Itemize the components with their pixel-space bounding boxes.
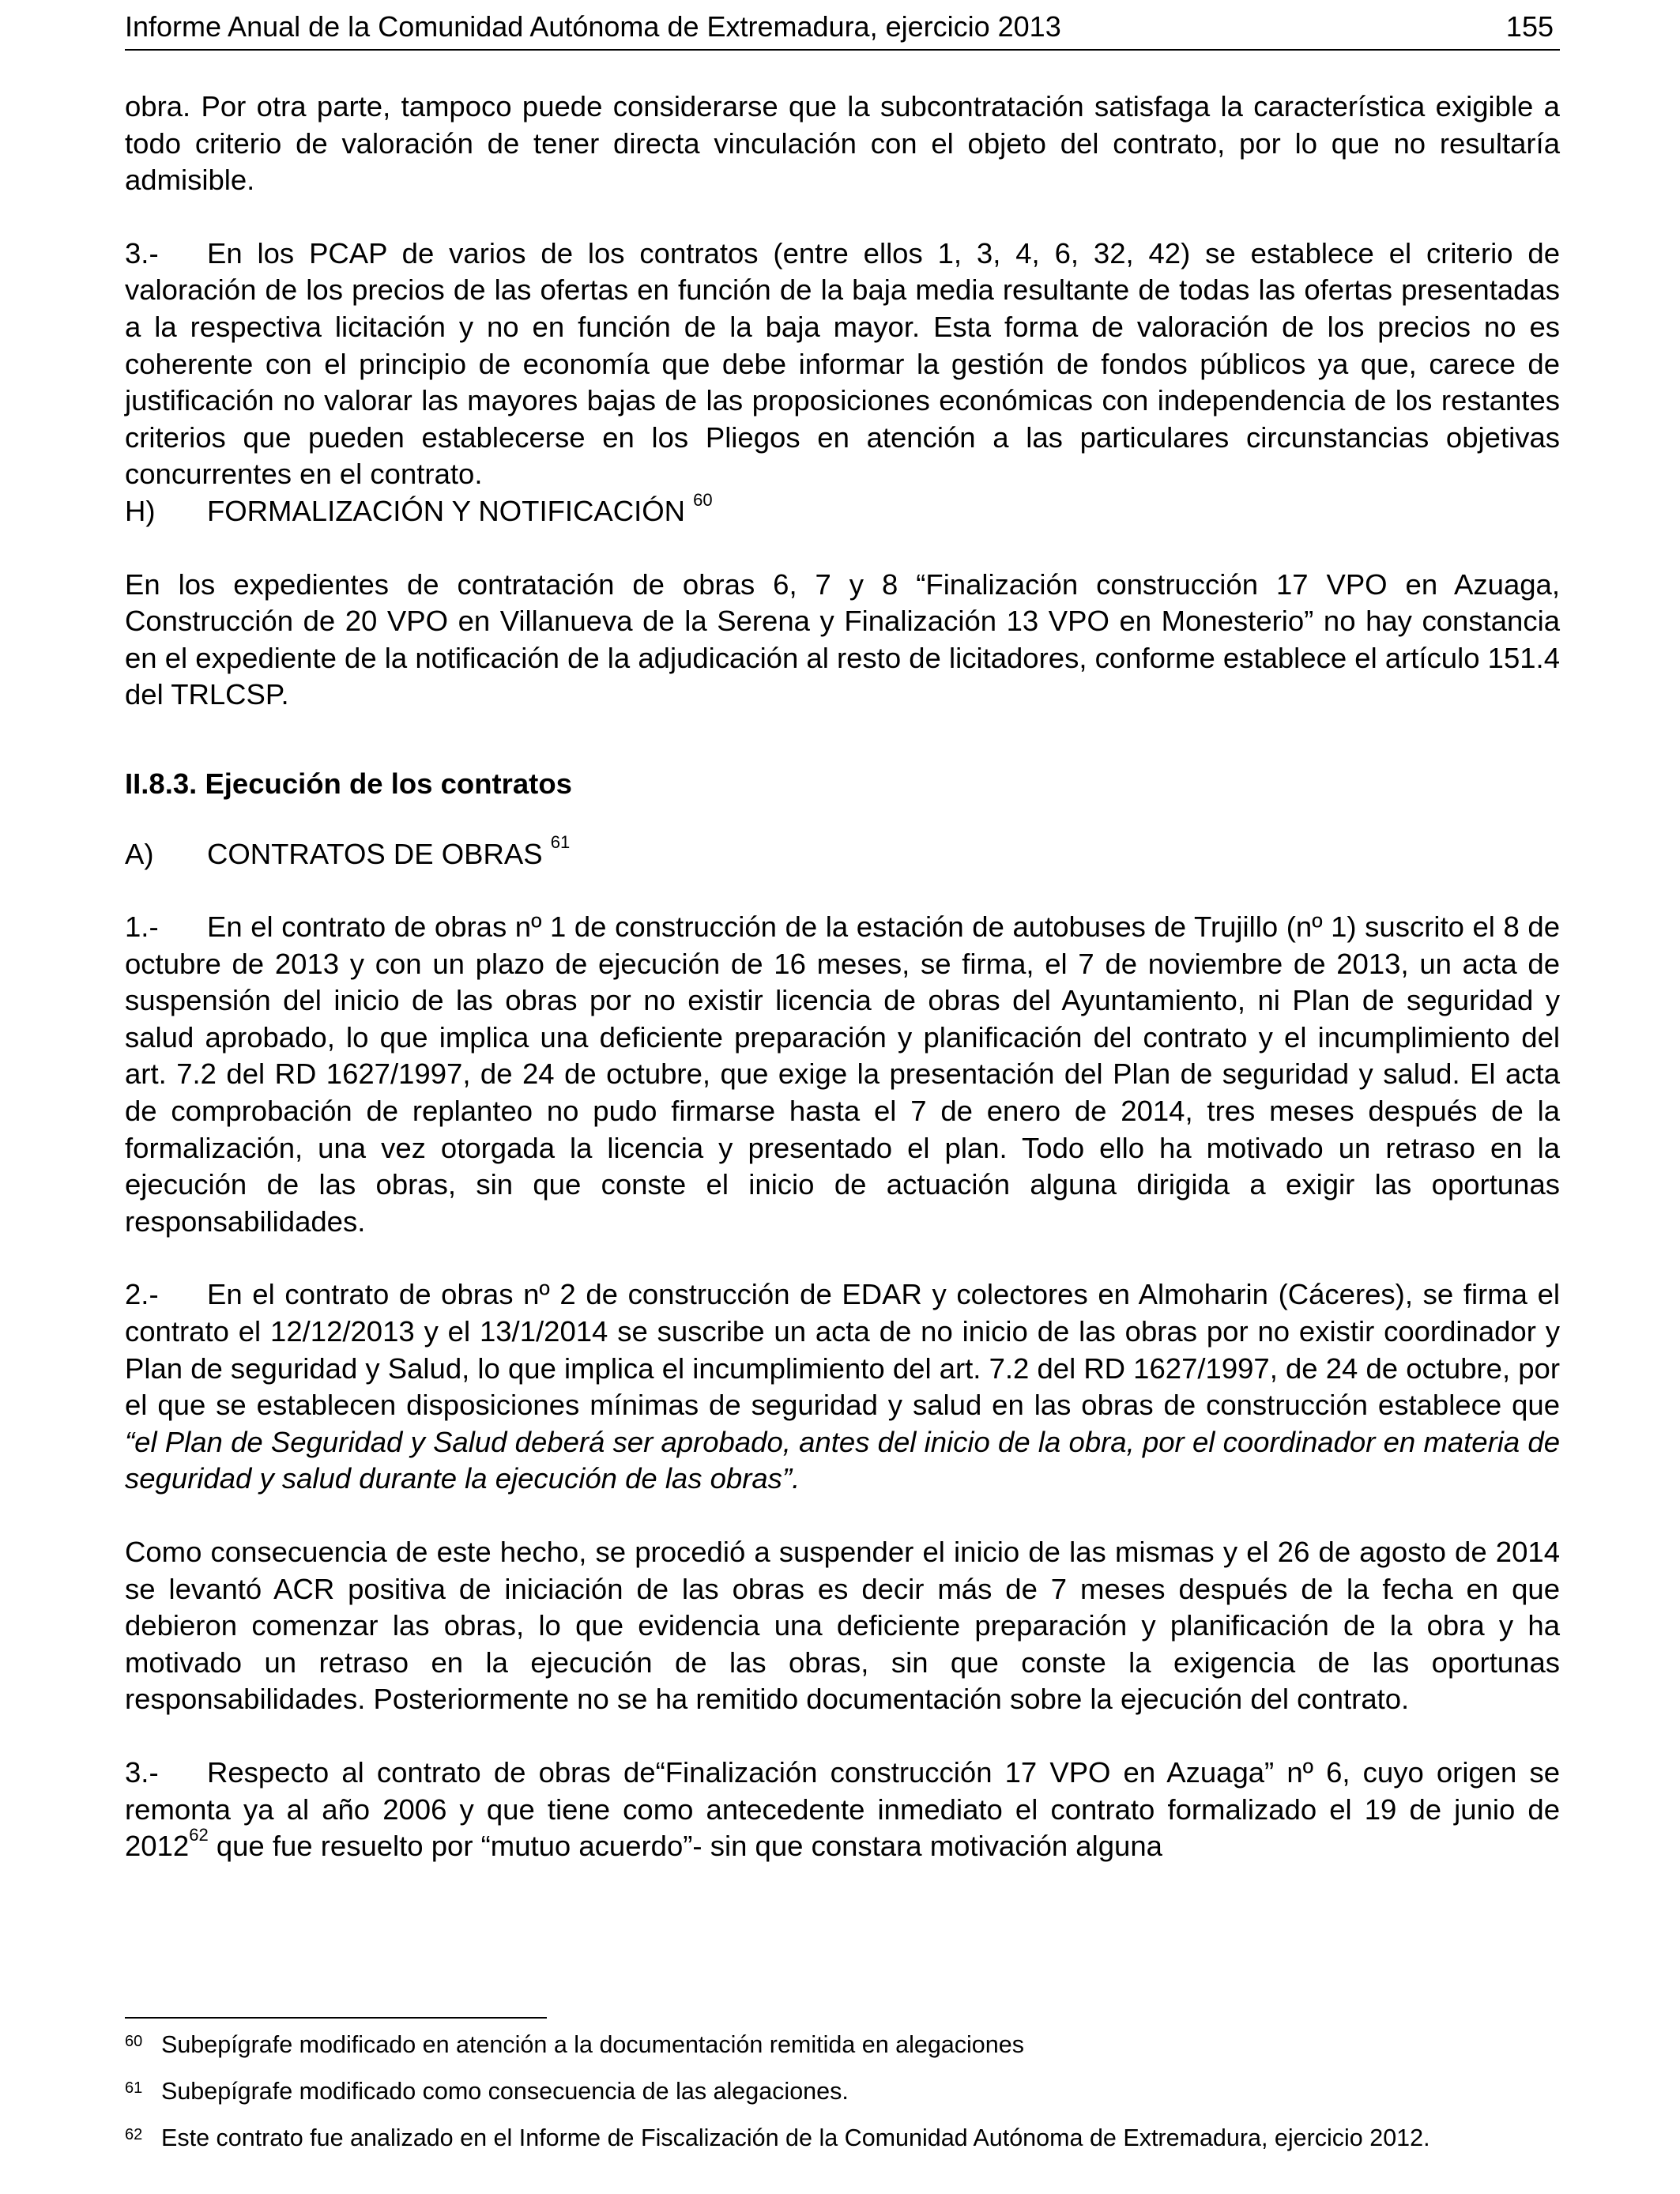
page-number: 155 xyxy=(1505,10,1554,43)
paragraph-consecuencia: Como consecuencia de este hecho, se procedió a suspender el inicio de las mismas y el 26 de agosto de 2014 se levantó ACR positiva de iniciación de las obras es decir más de 7 meses después de la fecha en que debieron comenzar las obras, lo que evidencia una deficiente preparación y planificación de la obra y ha motivado un retraso en la ejecución de las obras, sin que conste la exigencia de las oportunas responsabilidades. Posteriormente no se ha remitido documentación sobre la ejecución del contrato. xyxy=(125,1536,1560,1716)
item-text: En el contrato de obras nº 2 de construcción de EDAR y colectores en Almoharin (Cáceres), se firma el contrato el 12/12/2013 y el 13/1/2014 se suscribe un acta de no inicio de las obras por no existir coordinador y Plan de seguridad y Salud, lo que implica el incumplimiento del art. 7.2 del RD 1627/1997, de 24 de octubre, por el que se establecen disposiciones mínimas de seguridad y salud en las obras de construcción establece que xyxy=(125,1278,1560,1422)
footnote xyxy=(125,2076,1560,2106)
item-number: 1.- xyxy=(125,910,159,944)
page-header xyxy=(125,8,1560,51)
paragraph-intro: obra. Por otra parte, tampoco puede considerarse que la subcontratación satisfaga la característica exigible a todo criterio de valoración de tener directa vinculación con el objeto del contrato, por lo que no resultaría admisible. xyxy=(125,90,1560,197)
paragraph-formalizacion: En los expedientes de contratación de obras 6, 7 y 8 “Finalización construcción 17 VPO en Azuaga, Construcción de 20 VPO en Villanueva de la Serena y Finalización 13 VPO en Monesterio” no hay constancia en el expediente de la notificación de la adjudicación al resto de licitadores, conforme establece el artículo 151.4 del TRLCSP. xyxy=(125,567,1560,711)
item-text-continued: que fue resuelto por “mutuo acuerdo”- sin que constara motivación alguna xyxy=(208,1830,1162,1863)
heading-title: FORMALIZACIÓN Y NOTIFICACIÓN xyxy=(207,494,686,527)
heading-letter: A) xyxy=(125,837,154,870)
subsection-heading-a xyxy=(125,832,1560,873)
item-text: Respecto al contrato de obras de“Finalización construcción 17 VPO en Azuaga” nº 6, cuyo origen se remonta ya al año 2006 y que tiene como antecedente inmediato el contrato formalizado el 19 de junio de 2012 xyxy=(125,1755,1560,1863)
footnote-text: Subepígrafe modificado como consecuencia de las alegaciones. xyxy=(161,2078,849,2105)
item-text: En el contrato de obras nº 1 de construcción de la estación de autobuses de Trujillo (nº 1) suscrito el 8 de octubre de 2013 y con un plazo de ejecución de 16 meses, se firma, el 7 de noviembre de 2013, un acta de suspensión del inicio de las obras por no existir licencia de obras del Ayuntamiento, ni Plan de seguridad y salud aprobado, lo que implica una deficiente preparación y planificación del contrato y el incumplimiento del art. 7.2 del RD 1627/1997, de 24 de octubre, que exige la presentación del Plan de seguridad y salud. El acta de comprobación de replanteo no pudo firmarse hasta el 7 de enero de 2014, tres meses después de la formalización, una vez otorgada la licencia y presentado el plan. Todo ello ha motivado un retraso en la ejecución de las obras, sin que conste el inicio de actuación alguna dirigida a exigir las oportunas responsabilidades. xyxy=(125,910,1560,1238)
footnotes xyxy=(125,2017,1560,2169)
item-number: 3.- xyxy=(125,1755,159,1789)
document-body xyxy=(125,89,1560,1865)
footnote-text: Subepígrafe modificado en atención a la documentación remitida en alegaciones xyxy=(161,2031,1024,2058)
footnote xyxy=(125,2123,1560,2153)
header-title: Informe Anual de la Comunidad Autónoma de Extremadura, ejercicio 2013 xyxy=(125,10,1061,43)
footnote xyxy=(125,2030,1560,2060)
paragraph-obra-1 xyxy=(125,909,1560,1240)
footnote-number: 62 xyxy=(125,2126,143,2143)
footnote-text: Este contrato fue analizado en el Informe de Fiscalización de la Comunidad Autónoma de Extremadura, ejercicio 2012. xyxy=(161,2124,1430,2151)
heading-title: CONTRATOS DE OBRAS xyxy=(207,837,543,870)
section-title: II.8.3. Ejecución de los contratos xyxy=(125,767,572,800)
subsection-heading-h xyxy=(125,489,1560,530)
heading-letter: H) xyxy=(125,494,156,527)
quoted-regulation: “el Plan de Seguridad y Salud deberá ser aprobado, antes del inicio de la obra, por el coordinador en materia de seguridad y salud durante la ejecución de las obras”. xyxy=(125,1425,1560,1495)
footnote-number: 60 xyxy=(125,2033,143,2050)
footnote-ref: 62 xyxy=(189,1825,209,1845)
footnote-ref: 61 xyxy=(550,832,571,853)
paragraph-item-3 xyxy=(125,236,1560,493)
footnote-number: 61 xyxy=(125,2079,143,2097)
item-number: 3.- xyxy=(125,236,159,270)
footnote-ref: 60 xyxy=(693,489,713,510)
paragraph-obra-3 xyxy=(125,1755,1560,1865)
item-number: 2.- xyxy=(125,1278,159,1311)
item-text: En los PCAP de varios de los contratos (entre ellos 1, 3, 4, 6, 32, 42) se establece el criterio de valoración de los precios de las ofertas en función de la baja media resultante de todas las ofertas presentadas a la respectiva licitación y no en función de la baja mayor. Esta forma de valoración de los precios no es coherente con el principio de economía que debe informar la gestión de fondos públicos ya que, carece de justificación no valorar las mayores bajas de las proposiciones económicas con independencia de los restantes criterios que pueden establecerse en los Pliegos en atención a las particulares circunstancias objetivas concurrentes en el contrato. xyxy=(125,236,1560,491)
footnote-separator xyxy=(125,2017,547,2019)
paragraph-obra-2 xyxy=(125,1276,1560,1498)
